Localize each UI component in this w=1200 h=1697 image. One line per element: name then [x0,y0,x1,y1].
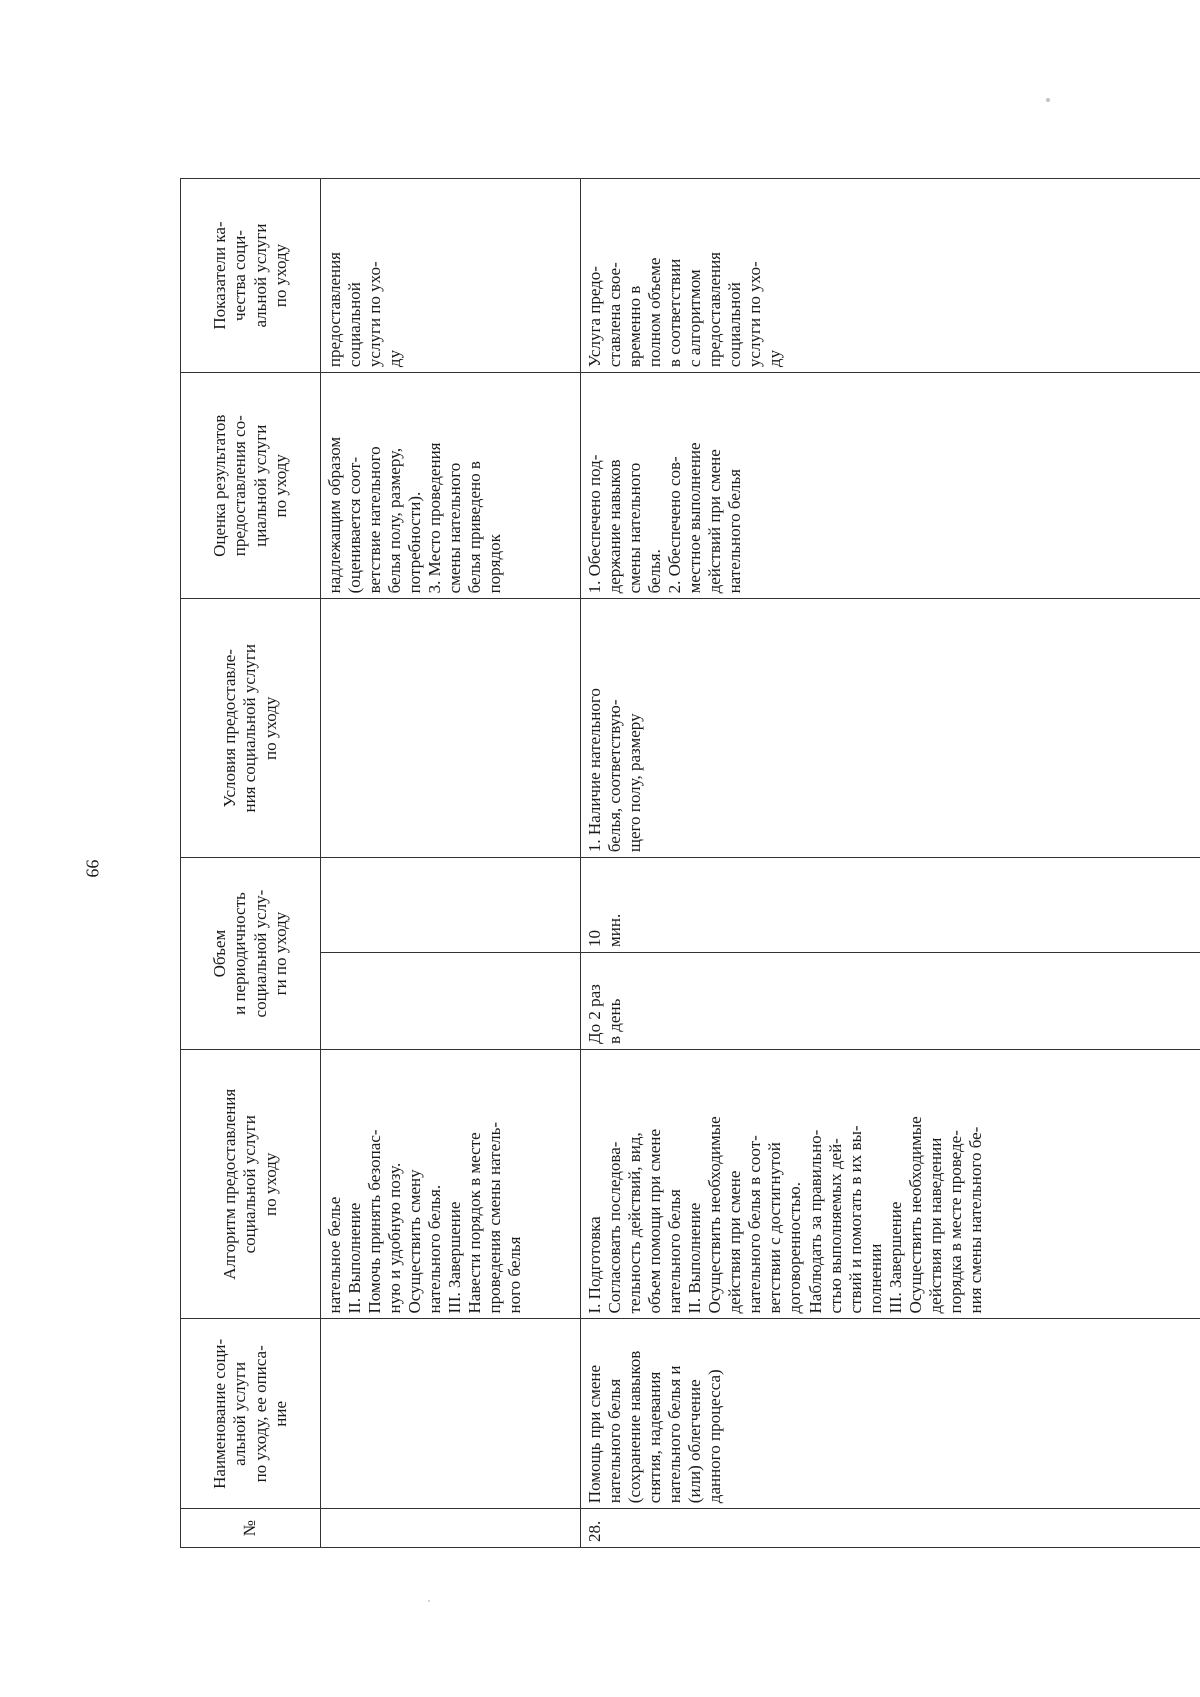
table-row [321,179,581,1548]
cell-quality: Услуга предо- ставлена свое- временно в полном объеме в соответствии с алгоритмом предоставления социальной услуги по ухо- ду [581,179,1200,373]
services-table [180,178,1200,1548]
header-volume: Объем и периодичность социальной услу- ги по уходу [181,858,321,1050]
header-conditions: Условия предоставле- ния социальной услуги по уходу [181,599,321,858]
cell-frequency: До 2 раз в день [581,952,1200,1049]
table-row [581,179,1200,1548]
table-header-row [181,179,321,1548]
scan-speck [428,1600,430,1602]
cell-service-name [321,1319,581,1509]
cell-quality: предоставления социальной услуги по ухо- ду [321,179,581,373]
rotated-page-content [180,178,1200,1548]
cell-algorithm: I. Подготовка Согласовать последова- тельность действий, вид, объем помощи при смене нательного белья II. Выполнение Осуществить необходимые действия при смене нательного белья в соот- ветствии с достигнутой договоренностью. Наблюдать за правильно- стью выполняемых дей- ствий и помогать в их вы- полнении III. Завершение Осуществить необходимые действия при наведении порядка в месте проведе- ния смены нательного бе- [581,1050,1200,1319]
cell-frequency [321,952,581,1049]
cell-algorithm: нательное белье II. Выполнение Помочь принять безопас- ную и удобную позу. Осуществить смену нательного белья. III. Завершение Навести порядок в месте проведения смены натель- ного белья [321,1050,581,1319]
rotated-table-region [180,178,1200,1542]
scan-speck [1046,98,1050,102]
cell-evaluation: надлежащим образом (оценивается соот- ветствие нательного белья полу, размеру, потребности). 3. Место проведения смены нательного белья приведено в порядок [321,373,581,599]
header-service-name: Наименование соци- альной услуги по уходу, ее описа- ние [181,1319,321,1509]
cell-num [321,1509,581,1548]
cell-service-name: Помощь при смене нательного белья (сохранение навыков снятия, надевания нательного белья и (или) облегчение данного процесса) [581,1319,1200,1509]
cell-duration [321,858,581,953]
cell-conditions [321,599,581,858]
header-num: № [181,1509,321,1548]
header-algorithm: Алгоритм предоставления социальной услуги по уходу [181,1050,321,1319]
cell-evaluation: 1. Обеспечено под- держание навыков смены нательного белья. 2. Обеспечено сов- местное выполнение действий при смене нательного белья [581,373,1200,599]
header-evaluation: Оценка результатов предоставления со- циальной услуги по уходу [181,373,321,599]
cell-conditions: 1. Наличие нательного белья, соответствую- щего полу, размеру [581,599,1200,858]
cell-num: 28. [581,1509,1200,1548]
header-quality: Показатели ка- чества соци- альной услуги по уходу [181,179,321,373]
cell-duration: 10 мин. [581,858,1200,953]
page-number: 99 [82,859,103,878]
